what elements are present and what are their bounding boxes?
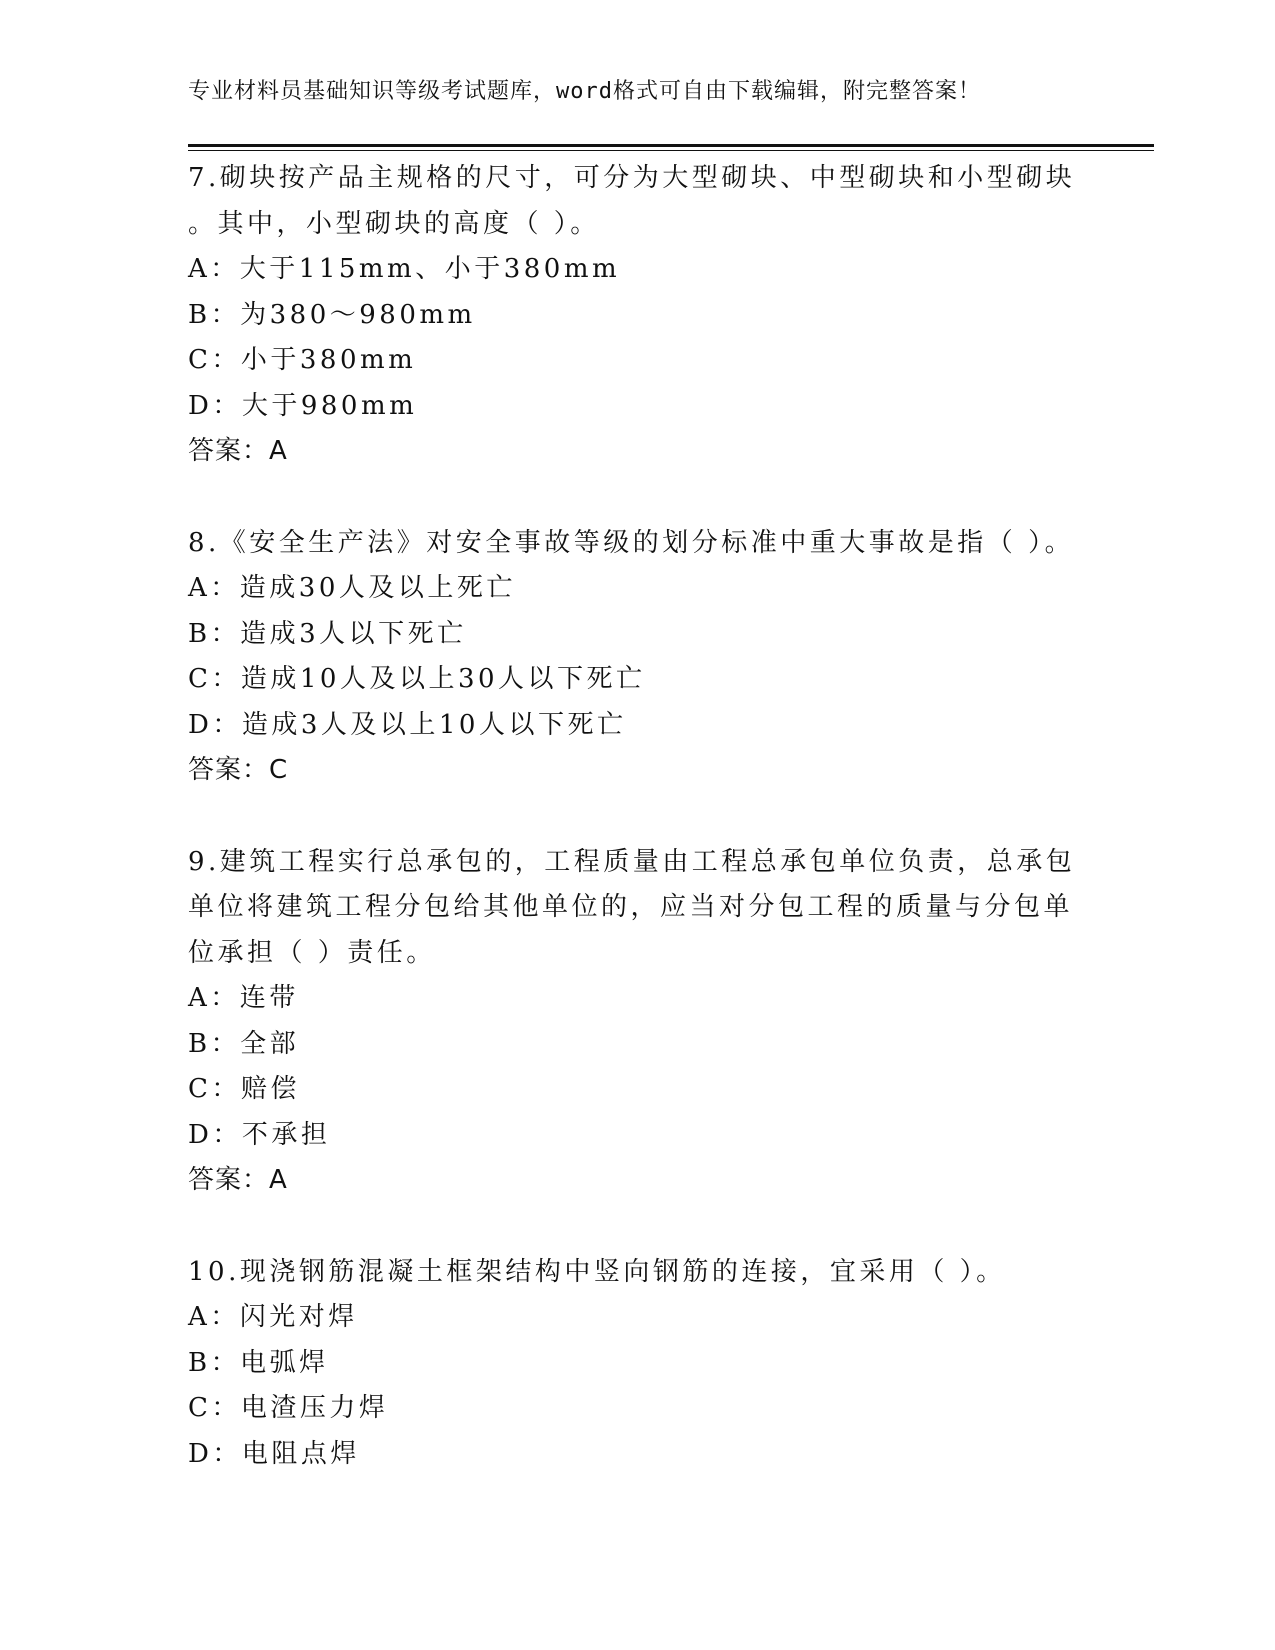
question-stem-line: 单位将建筑工程分包给其他单位的，应当对分包工程的质量与分包单 (188, 892, 1074, 922)
option-d: D：电阻点焊 (188, 1438, 360, 1469)
option-a: A：闪光对焊 (188, 1302, 358, 1332)
option-a: A：大于115mm、小于380mm (188, 254, 621, 284)
option-b: B：为380～980mm (188, 299, 476, 330)
option-d: D：大于980mm (188, 390, 418, 421)
page-header-text: 专业材料员基础知识等级考试题库，word格式可自由下载编辑，附完整答案！ (188, 79, 981, 104)
question-stem-line: 8.《安全生产法》对安全事故等级的划分标准中重大事故是指（ ）。 (188, 527, 1075, 558)
answer-line: 答案：A (188, 436, 288, 466)
answer-line: 答案：C (188, 755, 289, 785)
question-7 (188, 156, 1088, 475)
question-stem-line: 位承担（ ）责任。 (188, 937, 436, 968)
question-9 (188, 840, 1088, 1204)
option-d: D：不承担 (188, 1119, 331, 1150)
question-stem-line: 7.砌块按产品主规格的尺寸，可分为大型砌块、中型砌块和小型砌块 (188, 163, 1076, 193)
header-divider-thin (188, 150, 1154, 151)
question-10 (188, 1250, 1088, 1478)
option-b: B：全部 (188, 1028, 300, 1059)
option-a: A：连带 (188, 983, 299, 1013)
answer-line: 答案：A (188, 1165, 288, 1195)
option-b: B：电弧焊 (188, 1347, 329, 1378)
question-stem-line: 10.现浇钢筋混凝土框架结构中竖向钢筋的连接，宜采用（ ）。 (188, 1256, 1006, 1287)
option-a: A：造成30人及以上死亡 (188, 573, 516, 603)
question-8 (188, 521, 1088, 794)
question-stem-line: 9.建筑工程实行总承包的，工程质量由工程总承包单位负责，总承包 (188, 846, 1076, 877)
header-divider-thick (188, 144, 1154, 147)
option-c: C：赔偿 (188, 1074, 300, 1104)
option-d: D：造成3人及以上10人以下死亡 (188, 709, 627, 740)
option-c: C：造成10人及以上30人以下死亡 (188, 664, 646, 694)
question-list (188, 156, 1088, 1477)
option-c: C：小于380mm (188, 345, 417, 375)
option-b: B：造成3人以下死亡 (188, 618, 467, 649)
question-stem-line: 。其中，小型砌块的高度（ ）。 (188, 208, 600, 239)
option-c: C：电渣压力焊 (188, 1393, 389, 1423)
